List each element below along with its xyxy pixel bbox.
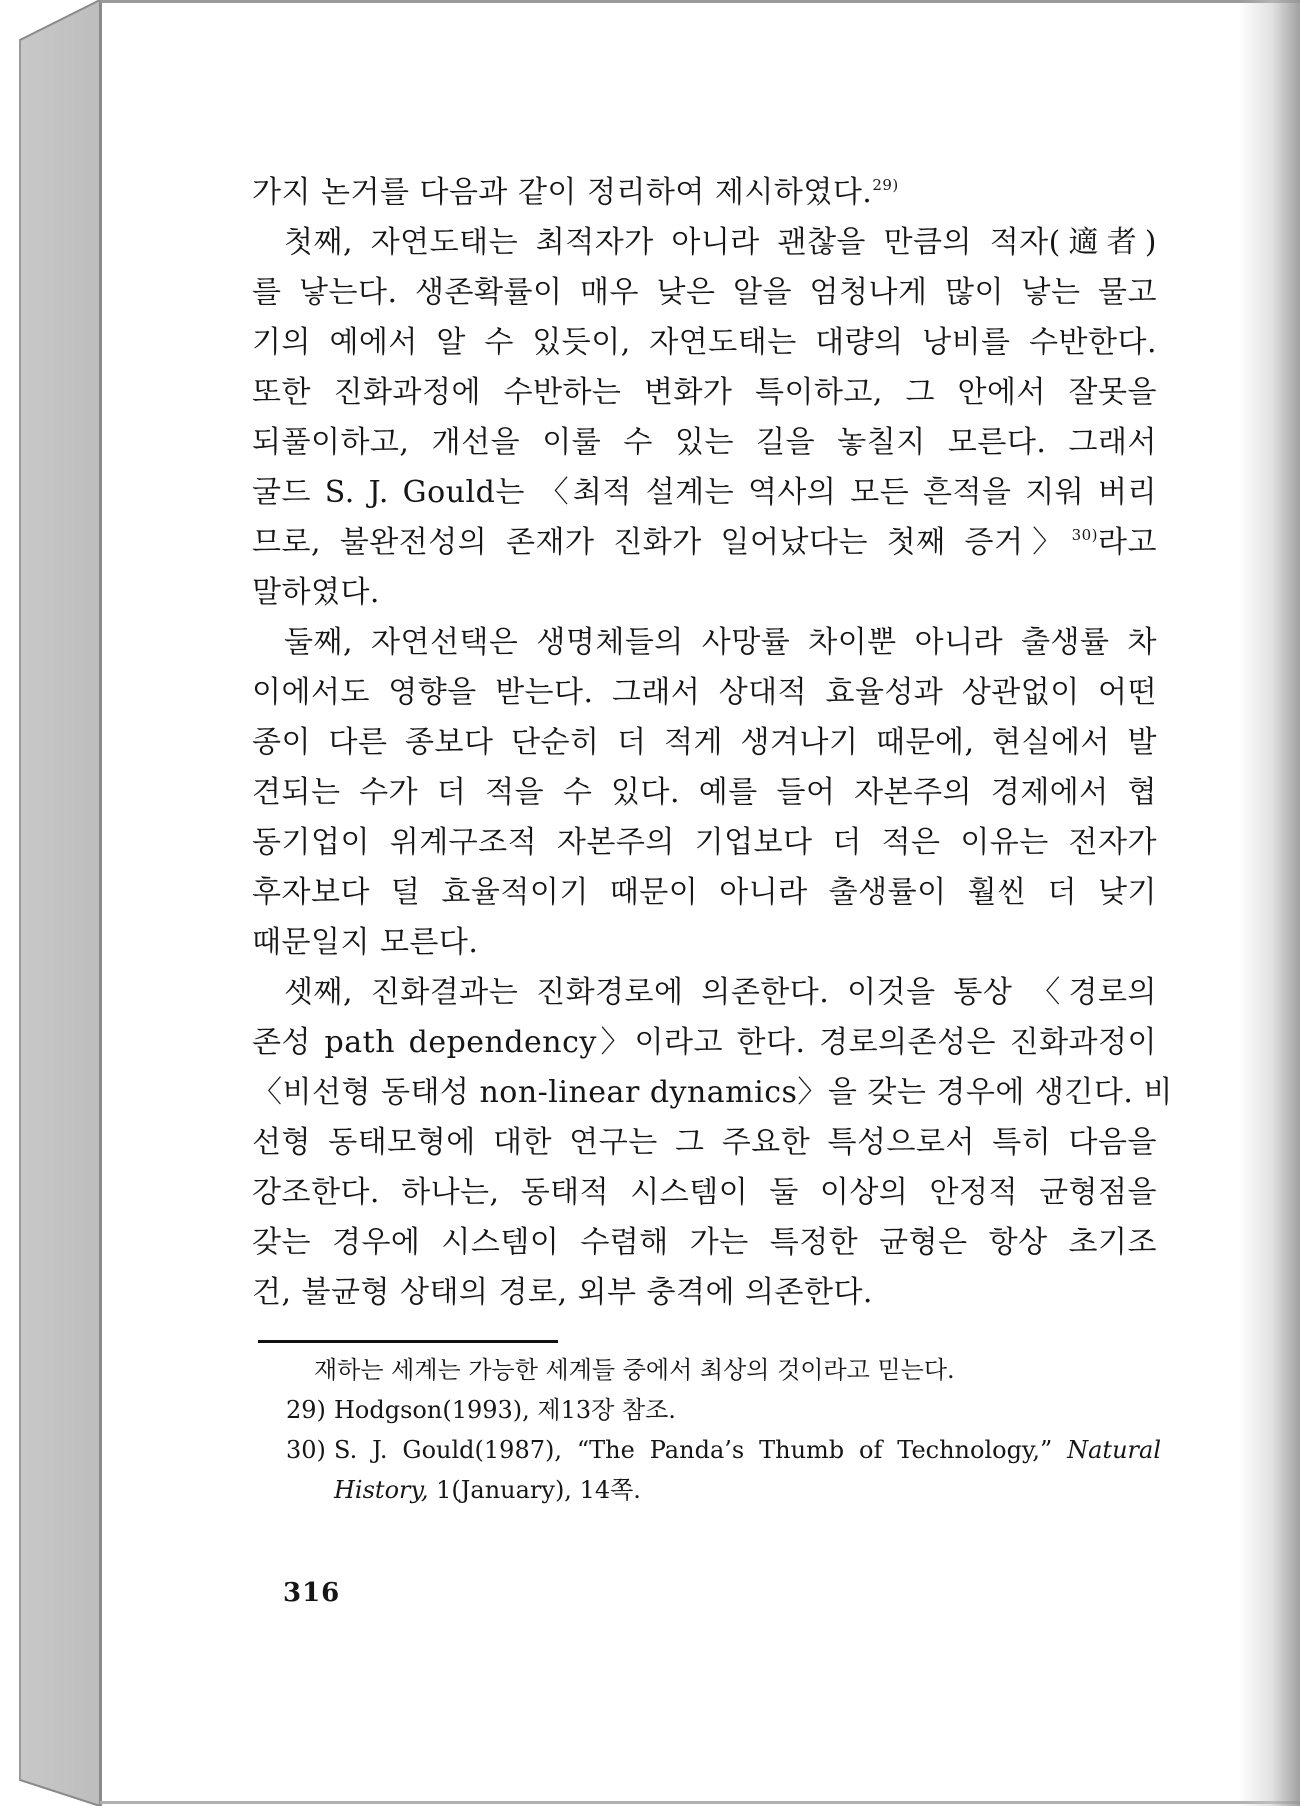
- footnote-number: 30): [286, 1436, 326, 1464]
- text-line: [252, 568, 1157, 618]
- text-line-content: 갖는 경우에 시스템이 수렴해 가는 특정한 균형은 항상 초기조: [252, 1225, 1157, 1260]
- text-line-content: 견되는 수가 더 적을 수 있다. 예를 들어 자본주의 경제에서 협: [252, 775, 1157, 810]
- text-line-content: 므로, 불완전성의 존재가 진화가 일어났다는 첫째 증거〉: [252, 525, 1072, 560]
- text-line-content: 첫째, 자연도태는 최적자가 아니라 괜찮을 만큼의 적자(適者): [284, 225, 1157, 260]
- text-line: [252, 518, 1157, 568]
- footnote-reference[interactable]: 30): [1071, 526, 1099, 544]
- text-line-content: 건, 불균형 상태의 경로, 외부 충격에 의존한다.: [252, 1275, 873, 1310]
- text-line-content: 선형 동태모형에 대한 연구는 그 주요한 특성으로서 특히 다음을: [252, 1125, 1157, 1160]
- text-line-content: 라고: [1098, 525, 1157, 560]
- page-number: 316: [283, 1578, 341, 1608]
- text-line: [252, 818, 1157, 868]
- footnotes: [286, 1350, 1161, 1510]
- text-line-content: 가지 논거를 다음과 같이 정리하여 제시하였다.: [252, 175, 873, 210]
- text-line-content: 기의 예에서 알 수 있듯이, 자연도태는 대량의 낭비를 수반한다.: [252, 325, 1157, 360]
- text-line: [252, 418, 1157, 468]
- text-line-content: 되풀이하고, 개선을 이룰 수 있는 길을 놓칠지 모른다. 그래서: [252, 425, 1157, 460]
- text-line: [252, 768, 1157, 818]
- text-line-content: 존성 path dependency〉이라고 한다. 경로의존성은 진화과정이: [252, 1025, 1157, 1060]
- text-line-content: 또한 진화과정에 수반하는 변화가 특이하고, 그 안에서 잘못을: [252, 375, 1157, 410]
- footnote-journal-title: Natural: [1067, 1436, 1161, 1464]
- text-line-content: 말하였다.: [252, 575, 380, 610]
- text-line: [252, 1268, 1157, 1318]
- text-line: [252, 618, 1157, 668]
- body-text: [252, 168, 1173, 1318]
- footnote-29: [286, 1390, 1161, 1430]
- footnote-text: S. J. Gould(1987), “The Panda’s Thumb of Technology,”: [334, 1436, 1068, 1464]
- footnote-text: 1(January), 14쪽.: [428, 1476, 641, 1504]
- text-line: [252, 1018, 1157, 1068]
- text-line: [252, 968, 1157, 1018]
- text-line: [252, 1168, 1157, 1218]
- text-line-content: 이에서도 영향을 받는다. 그래서 상대적 효율성과 상관없이 어떤: [252, 675, 1157, 710]
- text-line-content: 굴드 S. J. Gould는 〈최적 설계는 역사의 모든 흔적을 지워 버리: [252, 475, 1157, 510]
- footnote-rule: [258, 1340, 558, 1343]
- footnote-text: Hodgson(1993), 제13장 참조.: [334, 1396, 676, 1424]
- page-bottom-edge: [100, 1801, 1300, 1804]
- text-line: [252, 168, 1157, 218]
- book-spine: [0, 0, 110, 1806]
- text-line-content: 를 낳는다. 생존확률이 매우 낮은 알을 엄청나게 많이 낳는 물고: [252, 275, 1157, 310]
- text-line: [252, 368, 1157, 418]
- text-line: [252, 1218, 1157, 1268]
- footnote-number: 29): [286, 1396, 326, 1424]
- text-line-content: 강조한다. 하나는, 동태적 시스템이 둘 이상의 안정적 균형점을: [252, 1175, 1157, 1210]
- text-line: [252, 718, 1157, 768]
- page-top-edge: [100, 0, 1300, 3]
- page-right-shadow: [1238, 0, 1300, 1806]
- footnote-30-continued: [286, 1470, 1161, 1510]
- text-line-content: 후자보다 덜 효율적이기 때문이 아니라 출생률이 훨씬 더 낮기: [252, 875, 1157, 910]
- text-line: [252, 268, 1157, 318]
- footnote-journal-title: History,: [334, 1476, 429, 1504]
- text-line-content: 〈비선형 동태성 non-linear dynamics〉을 갖는 경우에 생긴다. 비: [252, 1075, 1173, 1110]
- text-line-content: 종이 다른 종보다 단순히 더 적게 생겨나기 때문에, 현실에서 발: [252, 725, 1157, 760]
- text-line: [252, 1068, 1173, 1118]
- text-line: [252, 1118, 1157, 1168]
- text-line-content: 때문일지 모른다.: [252, 925, 479, 960]
- text-line-content: 셋째, 진화결과는 진화경로에 의존한다. 이것을 통상 〈경로의: [284, 975, 1157, 1010]
- text-line: [252, 868, 1157, 918]
- text-line-content: 동기업이 위계구조적 자본주의 기업보다 더 적은 이유는 전자가: [252, 825, 1157, 860]
- footnote-reference[interactable]: 29): [872, 176, 899, 194]
- text-line: [252, 468, 1157, 518]
- text-line: [252, 318, 1157, 368]
- text-line-content: 둘째, 자연선택은 생명체들의 사망률 차이뿐 아니라 출생률 차: [284, 625, 1157, 660]
- footnote-carryover: 재하는 세계는 가능한 세계들 중에서 최상의 것이라고 믿는다.: [314, 1356, 955, 1384]
- text-line: [252, 918, 1157, 968]
- footnote-30: [286, 1430, 1161, 1470]
- text-line: [252, 668, 1157, 718]
- text-line: [252, 218, 1157, 268]
